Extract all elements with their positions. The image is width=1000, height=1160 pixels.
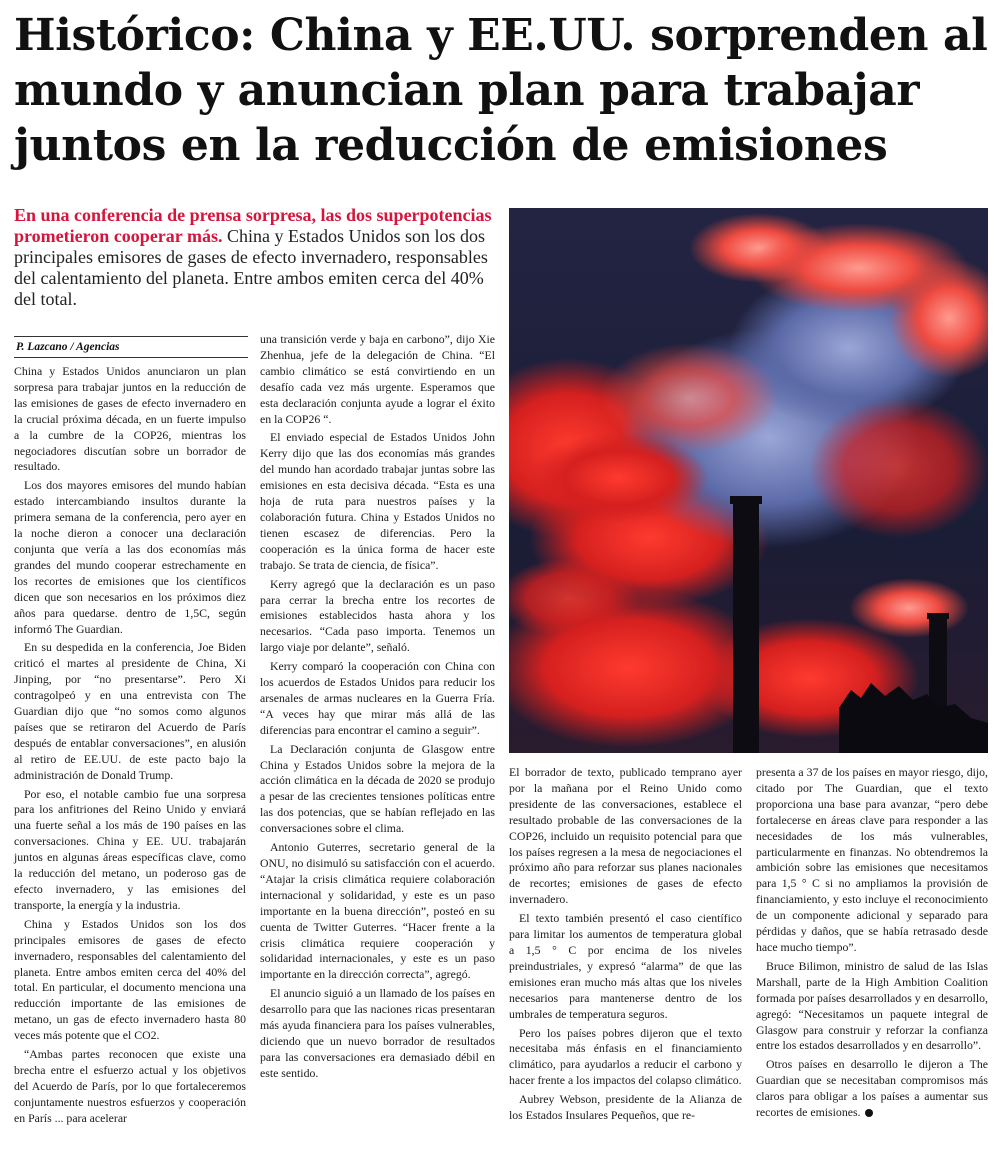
paragraph: presenta a 37 de los países en mayor riesgo, dijo, citado por The Guardian, que el texto proporciona una base para avanzar, “pero debe fortalecerse en áreas clave para responder a las necesidades de los más vulnerables, particularmente en finanzas. No obtendremos la ambición sobre las emisiones que necesitamos para 1,5 ° C si no ampliamos la provisión de financiamiento, y esto incluye el reconocimiento de un componente adicional y separado para pérdidas y daños, que se había retrasado desde hace mucho tiempo”. <box>756 765 988 954</box>
closing-text: Otros países en desarrollo le dijeron a The Guardian que se necesitaban compromisos más claros para obligar a los países a aumentar sus recortes de emisiones. <box>756 1057 988 1120</box>
paragraph: Bruce Bilimon, ministro de salud de las Islas Marshall, parte de la High Ambition Coalition formada por países desarrollados y en desarrollo, agregó: “Necesitamos un paquete integral de Glasgow para construir y reforzar la confianza entre los estados desarrollados y en desarrollo”. <box>756 958 988 1053</box>
paragraph: El texto también presentó el caso científico para limitar los aumentos de temperatura global a 1,5 ° C por encima de los niveles preindustriales, y expresó “alarma” de que las emisiones eran mucho más altas que los niveles necesarios para mantenerse dentro de los umbrales de temperatura seguros. <box>509 911 742 1021</box>
paragraph: “Ambas partes reconocen que existe una brecha entre el esfuerzo actual y los objetivos del Acuerdo de París, por lo que fortaleceremos conjuntamente nuestros esfuerzos y cooperación en París ... para acelerar <box>14 1047 246 1125</box>
paragraph: China y Estados Unidos anunciaron un plan sorpresa para trabajar juntos en la reducción de las emisiones de gases de efecto invernadero en la crucial próxima década, en un fuerte impulso a la cumbre de la COP26, mientras los negociadores discutían sobre un borrador de resultado. <box>14 364 246 474</box>
article-column-3 <box>509 765 742 1127</box>
paragraph: Antonio Guterres, secretario general de la ONU, no disimuló su satisfacción con el acuerdo. “Atajar la crisis climática requiere colaboración internacional y solidaridad, y este es un paso importante en la buena dirección”, posteó en su cuenta de Twitter Guterres. “Hacer frente a la crisis climática requiere cooperación y solidaridad internacionales, y este es un paso importante en la dirección correcta”, agregó. <box>260 840 495 982</box>
paragraph: Por eso, el notable cambio fue una sorpresa para los anfitriones del Reino Unido y enviará una fuerte señal a los más de 190 países en las conversaciones. China y EE. UU. trabajarán juntos en algunas áreas específicas clave, como la reducción del metano, un poderoso gas de efecto invernadero, y las emisiones del transporte, la energía y la industria. <box>14 786 246 912</box>
end-of-article-icon <box>865 1109 873 1117</box>
paragraph: El anuncio siguió a un llamado de los países en desarrollo para que las naciones ricas presentaran más ayuda financiera para los países vulnerables, diciendo que un nuevo borrador de resultados para las conversaciones era demasiado débil en este sentido. <box>260 986 495 1080</box>
paragraph: El enviado especial de Estados Unidos John Kerry dijo que las dos economías más grandes del mundo han acordado trabajar juntas sobre las emisiones en esta decisiva década. “Esta es una hoja de ruta para nuestros países y la colaboración futura. China y Estados Unidos no tienen escasez de diferencias. Pero la cooperación es la única forma de hacer este trabajo. Se trata de ciencia, de física”. <box>260 430 495 572</box>
article-column-4 <box>756 765 988 1124</box>
paragraph: La Declaración conjunta de Glasgow entre China y Estados Unidos sobre la mejora de la acción climática en la década de 2020 se produjo a pesar de las crecientes tensiones políticas entre las dos potencias, que se habían reflejado en las conversaciones sobre el clima. <box>260 741 495 836</box>
paragraph: El borrador de texto, publicado temprano ayer por la mañana por el Reino Unido como presidente de las conversaciones, establece el resultado probable de las conversaciones de la COP26, incluido un requisito potencial para que los países regresen a la mesa de negociaciones el próximo año para reforzar sus planes nacionales de recortes; emisiones de gases de efecto invernadero. <box>509 765 742 907</box>
paragraph: Pero los países pobres dijeron que el texto necesitaba más énfasis en el financiamiento climático, para ayudarlos a reducir el carbono y hacer frente a los impactos del colapso climático. <box>509 1025 742 1088</box>
paragraph: Kerry agregó que la declaración es un paso para cerrar la brecha entre los recortes de emisiones establecidos hasta ahora y los necesarios. “Cada paso importa. Tenemos un largo viaje por delante”, señaló. <box>260 576 495 655</box>
paragraph: En su despedida en la conferencia, Joe Biden criticó el martes al presidente de China, Xi Jinping, por “no presentarse”. Pero Xi contragolpeó y en una entrevista con The Guardian dijo que “no somos como algunos países que se retiraron del Acuerdo de París después de entablar conversaciones”, en alusión al retiro de EE.UU. de este pacto bajo la administración de Donald Trump. <box>14 640 246 782</box>
lead-paragraph <box>14 205 494 310</box>
headline: Histórico: China y EE.UU. sorprenden al mundo y anuncian plan para trabajar juntos en la reducción de emisiones <box>14 10 988 171</box>
paragraph: Los dos mayores emisores del mundo habían estado intercambiando insultos durante la primera semana de la conferencia, pero ayer en la noche dieron a conocer una declaración conjunta que vería a las dos economías más grandes del mundo cooperar estrechamente en los recortes de emisiones que los científicos dicen que son necesarios en los próximos diez años para quedarse. dentro de 1,5C, según informó The Guardian. <box>14 478 246 636</box>
byline: P. Lazcano / Agencias <box>14 336 248 358</box>
article-column-1 <box>14 364 246 1130</box>
paragraph: China y Estados Unidos son los dos principales emisores de gases de efecto invernadero, responsables del calentamiento del planeta. Entre ambos emiten cerca del 40% del total. En particular, el documento menciona una reducción importante de las emisiones de metano, un gas de efecto invernadero hasta 80 veces más potente que el CO2. <box>14 916 246 1043</box>
paragraph: una transición verde y baja en carbono”, dijo Xie Zhenhua, jefe de la delegación de China. “El cambio climático se está convirtiendo en un desafío cada vez más urgente. Esperamos que esta declaración conjunta ayude a lograr el éxito en la COP26 “. <box>260 332 495 426</box>
article-column-2 <box>260 332 495 1085</box>
paragraph: Kerry comparó la cooperación con China con los acuerdos de Estados Unidos para reducir los arsenales de armas nucleares en la Guerra Fría. “A veces hay que mirar más allá de las diferencias para encontrar el camino a seguir”. <box>260 659 495 737</box>
paragraph <box>756 1057 988 1121</box>
lead-text: China y Estados Unidos son los dos principales emisores de gases de efecto invernadero, responsables del calentamiento del planeta. Entre ambos emiten cerca del 40% del total. <box>14 226 488 309</box>
smokestack-photo <box>509 208 988 753</box>
lead-highlight: En una conferencia de prensa sorpresa, las dos superpotencias prometieron cooperar más. <box>14 205 492 246</box>
paragraph: Aubrey Webson, presidente de la Alianza de los Estados Insulares Pequeños, que re- <box>509 1092 742 1123</box>
